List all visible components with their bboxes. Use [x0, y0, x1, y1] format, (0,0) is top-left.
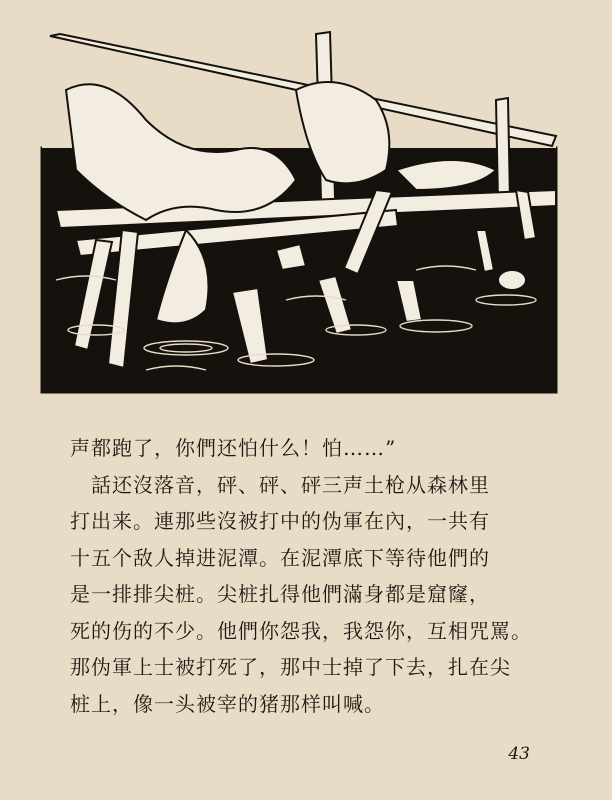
- text-line-2: 話还沒落音，砰、砰、砰三声土枪从森林里: [70, 472, 490, 497]
- text-line-7: 那伪軍上士被打死了，那中士掉了下去，扎在尖: [70, 655, 511, 679]
- text-line-6: 死的伤的不少。他們你怨我，我怨你，互相咒罵。: [70, 618, 532, 643]
- text-line-5: 是一排排尖桩。尖桩扎得他們滿身都是窟窿，: [70, 582, 490, 606]
- body-text: [70, 430, 560, 722]
- illustration-drawing: [36, 30, 562, 398]
- text-line-1: 声都跑了，你們还怕什么！怕……”: [70, 436, 397, 460]
- woodcut-illustration: [36, 30, 562, 398]
- text-line-8: 桩上，像一头被宰的猪那样叫喊。: [70, 691, 385, 716]
- page-number: 43: [508, 744, 530, 764]
- text-line-3: 打出来。連那些沒被打中的伪軍在內，一共有: [70, 509, 490, 533]
- text-line-4: 十五个敌人掉进泥潭。在泥潭底下等待他們的: [70, 545, 490, 570]
